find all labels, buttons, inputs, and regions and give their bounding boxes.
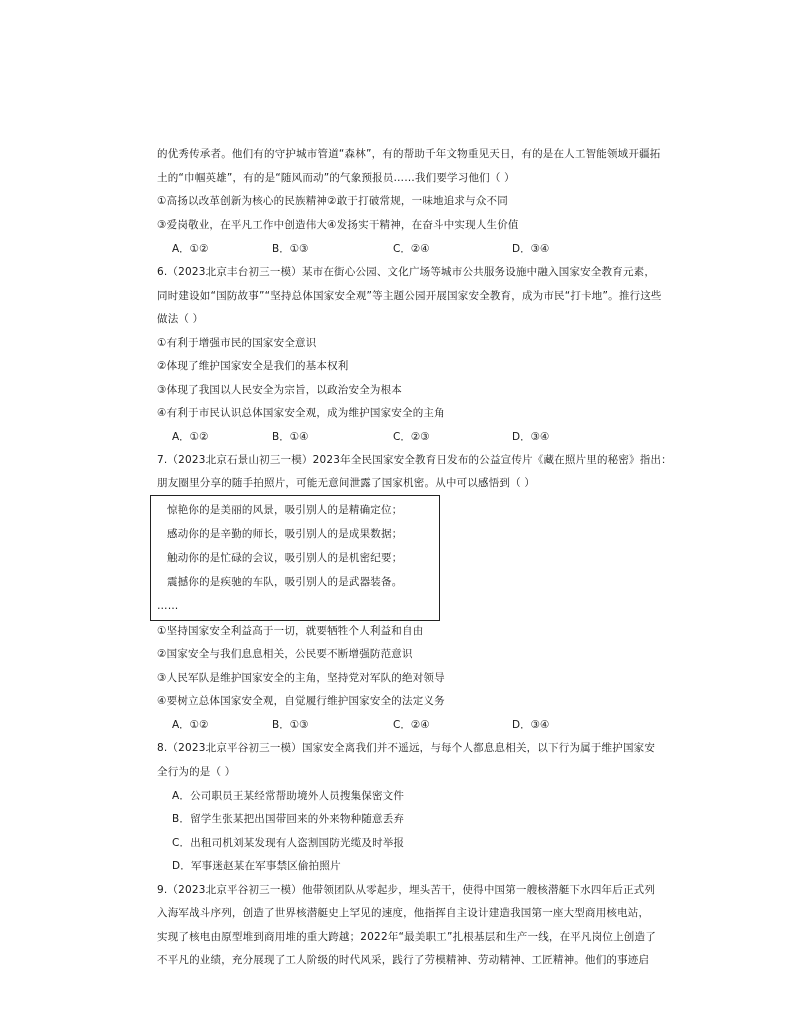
q9-line-3: 实现了核电由原型堆到商用堆的重大跨越；2022年“最美职工”扎根基层和生产一线，在平凡岗位上创造了 (157, 931, 656, 943)
q8-line-2: 全行为的是（ ） (157, 766, 236, 778)
q8-choice-b[interactable]: B．留学生张某把出国带回来的外来物种随意丢弃 (172, 813, 405, 825)
q7-quote-box (150, 495, 440, 621)
q7-statement-4: ④要树立总体国家安全观，自觉履行维护国家安全的法定义务 (157, 695, 445, 707)
q8-choice-a[interactable]: A．公司职员王某经常帮助境外人员搜集保密文件 (172, 790, 405, 802)
q8-choice-c[interactable]: C．出租司机刘某发现有人盗割国防光缆及时举报 (172, 837, 405, 849)
q6-line-7: ④有利于市民认识总体国家安全观，成为维护国家安全的主角 (157, 407, 445, 419)
q7-statement-1: ①坚持国家安全利益高于一切，就要牺牲个人利益和自由 (157, 625, 424, 637)
q7-option-d[interactable]: D．③④ (512, 719, 550, 731)
q8-choice-d[interactable]: D．军事迷赵某在军事禁区偷拍照片 (172, 860, 341, 872)
q5-option-a[interactable]: A．①② (172, 243, 209, 255)
q5-option-b[interactable]: B．①③ (272, 243, 309, 255)
q7-statement-3: ③人民军队是维护国家安全的主角，坚持党对军队的绝对领导 (157, 672, 445, 684)
q7-option-a[interactable]: A．①② (172, 719, 209, 731)
q7-box-line-4: 震撼你的是疾驰的车队，吸引别人的是武器装备。 (167, 576, 403, 588)
q6-line-2: 同时建设如“国防故事”“坚持总体国家安全观”等主题公园开展国家安全教育，成为市民“打卡地”。推行这些 (157, 290, 662, 302)
q6-option-b[interactable]: B．①④ (272, 431, 309, 443)
q6-line-1: 6.（2023北京丰台初三一模）某市在街心公园、文化广场等城市公共服务设施中融入国家安全教育元素， (157, 266, 656, 278)
q6-line-5: ②体现了维护国家安全是我们的基本权利 (157, 360, 349, 372)
q6-option-c[interactable]: C．②③ (393, 431, 430, 443)
q6-line-3: 做法（ ） (157, 313, 204, 325)
q7-box-ellipsis: …… (157, 600, 179, 612)
q5-option-d[interactable]: D．③④ (512, 243, 550, 255)
q6-option-d[interactable]: D．③④ (512, 431, 550, 443)
q7-statement-2: ②国家安全与我们息息相关，公民要不断增强防范意识 (157, 648, 413, 660)
q7-option-c[interactable]: C．②④ (393, 719, 430, 731)
q5-line-4: ③爱岗敬业，在平凡工作中创造伟大④发扬实干精神，在奋斗中实现人生价值 (157, 219, 519, 231)
q7-box-line-2: 感动你的是辛勤的师长，吸引别人的是成果数据； (167, 528, 403, 540)
q6-option-a[interactable]: A．①② (172, 431, 209, 443)
q5-line-3: ①高扬以改革创新为核心的民族精神②敢于打破常规，一味地追求与众不同 (157, 195, 508, 207)
q6-line-4: ①有利于增强市民的国家安全意识 (157, 337, 317, 349)
q5-option-c[interactable]: C．②④ (393, 243, 430, 255)
q7-line-1: 7.（2023北京石景山初三一模）2023年全民国家安全教育日发布的公益宣传片《藏在照片里的秘密》指出： (157, 454, 672, 466)
q8-line-1: 8.（2023北京平谷初三一模）国家安全离我们并不遥远，与每个人都息息相关，以下行为属于维护国家安 (157, 742, 656, 754)
q9-line-1: 9.（2023北京平谷初三一模）他带领团队从零起步，埋头苦干，使得中国第一艘核潜艇下水四年后正式列 (157, 884, 656, 896)
q5-line-2: 土的“巾帼英雄”，有的是“随风而动”的气象预报员……我们要学习他们（ ） (157, 172, 515, 184)
q6-line-6: ③体现了我国以人民安全为宗旨，以政治安全为根本 (157, 384, 403, 396)
q7-line-2: 朋友圈里分享的随手拍照片，可能无意间泄露了国家机密。从中可以感悟到（ ） (157, 477, 536, 489)
q9-line-4: 不平凡的业绩，充分展现了工人阶级的时代风采，践行了劳模精神、劳动精神、工匠精神。他们的事迹启 (157, 954, 650, 966)
q7-box-line-3: 触动你的是忙碌的会议，吸引别人的是机密纪要； (167, 552, 403, 564)
q7-box-line-1: 惊艳你的是美丽的风景，吸引别人的是精确定位； (167, 504, 403, 516)
q5-line-1: 的优秀传承者。他们有的守护城市管道“森林”，有的帮助千年文物重见天日，有的是在人工智能领域开疆拓 (157, 148, 661, 160)
q9-line-2: 入海军战斗序列，创造了世界核潜艇史上罕见的速度，他指挥自主设计建造我国第一座大型商用核电站， (157, 907, 650, 919)
q7-option-b[interactable]: B．①③ (272, 719, 309, 731)
